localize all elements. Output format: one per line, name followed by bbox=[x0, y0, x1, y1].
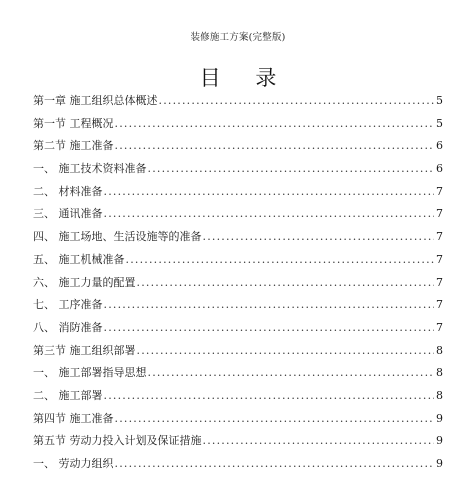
toc-dot-leader bbox=[126, 253, 435, 266]
toc-entry-label: 二、 施工部署 bbox=[33, 388, 103, 402]
toc-entry-label: 四、 施工场地、生活设施等的准备 bbox=[33, 230, 202, 244]
toc-entry-label: 第二节 施工准备 bbox=[33, 139, 114, 153]
toc-entry-label: 八、 消防准备 bbox=[33, 320, 103, 334]
toc-entry-page: 9 bbox=[436, 457, 443, 470]
toc-entry-page: 9 bbox=[436, 411, 443, 425]
toc-entry-page: 7 bbox=[436, 298, 443, 312]
toc-dot-leader bbox=[104, 389, 435, 402]
toc-dot-leader bbox=[137, 344, 435, 357]
toc-entry-page: 6 bbox=[436, 162, 443, 176]
toc-entry-label: 第四节 施工准备 bbox=[33, 411, 114, 425]
toc-entry-page: 7 bbox=[436, 184, 443, 198]
toc-entry-label: 一、 劳动力组织 bbox=[33, 457, 114, 470]
toc-entry-label: 第一章 施工组织总体概述 bbox=[33, 94, 158, 107]
toc-entry-page: 9 bbox=[436, 434, 443, 448]
toc-entry-page: 8 bbox=[436, 366, 443, 380]
toc-dot-leader bbox=[115, 412, 435, 425]
toc-title: 目 录 bbox=[199, 66, 291, 90]
toc-entry-page: 5 bbox=[436, 94, 443, 107]
toc-entry-label: 六、 施工力量的配置 bbox=[33, 275, 136, 289]
toc-entry-page: 8 bbox=[436, 343, 443, 357]
toc-dot-leader bbox=[148, 366, 435, 379]
toc-entry[interactable] bbox=[33, 137, 443, 160]
toc-entry[interactable] bbox=[33, 205, 443, 228]
toc-dot-leader bbox=[115, 117, 435, 130]
toc-entry-page: 7 bbox=[436, 275, 443, 289]
toc-entry[interactable] bbox=[33, 364, 443, 387]
toc-dot-leader bbox=[148, 162, 435, 175]
toc-dot-leader bbox=[115, 457, 435, 470]
toc-entry-page: 7 bbox=[436, 230, 443, 244]
toc-entry-label: 第三节 施工组织部署 bbox=[33, 343, 136, 357]
toc-dot-leader bbox=[104, 321, 435, 334]
toc-entry-label: 三、 通讯准备 bbox=[33, 207, 103, 221]
clipped-next-entry bbox=[33, 473, 153, 480]
toc-entry-page: 6 bbox=[436, 139, 443, 153]
toc-entry[interactable] bbox=[33, 274, 443, 297]
toc-entry-page: 8 bbox=[436, 388, 443, 402]
toc-entry-label: 五、 施工机械准备 bbox=[33, 252, 125, 266]
toc-entry-label: 七、 工序准备 bbox=[33, 298, 103, 312]
toc-dot-leader bbox=[159, 94, 435, 107]
toc-entry[interactable] bbox=[33, 115, 443, 138]
toc-entry-page: 7 bbox=[436, 320, 443, 334]
toc-entry[interactable] bbox=[33, 319, 443, 342]
toc-entry-label: 二、 材料准备 bbox=[33, 184, 103, 198]
running-header: 装修施工方案(完整版) bbox=[190, 32, 286, 43]
toc-entry[interactable] bbox=[33, 228, 443, 251]
toc-entry[interactable] bbox=[33, 160, 443, 183]
toc-entry[interactable] bbox=[33, 92, 443, 115]
toc-entry-page: 7 bbox=[436, 252, 443, 266]
toc-dot-leader bbox=[104, 207, 435, 220]
toc-dot-leader bbox=[104, 185, 435, 198]
toc-entry-label: 一、 施工部署指导思想 bbox=[33, 366, 147, 380]
toc-dot-leader bbox=[203, 434, 435, 447]
toc-entry[interactable] bbox=[33, 387, 443, 410]
toc-dot-leader bbox=[203, 230, 435, 243]
toc-entry[interactable] bbox=[33, 296, 443, 319]
toc-list bbox=[33, 92, 443, 478]
toc-entry-label: 一、 施工技术资料准备 bbox=[33, 162, 147, 176]
toc-entry-label: 第五节 劳动力投入计划及保证措施 bbox=[33, 434, 202, 448]
toc-entry[interactable] bbox=[33, 342, 443, 365]
toc-dot-leader bbox=[137, 276, 435, 289]
toc-entry[interactable] bbox=[33, 410, 443, 433]
toc-dot-leader bbox=[104, 298, 435, 311]
toc-dot-leader bbox=[115, 139, 435, 152]
toc-entry-page: 7 bbox=[436, 207, 443, 221]
toc-entry-label: 第一节 工程概况 bbox=[33, 116, 114, 130]
toc-entry[interactable] bbox=[33, 183, 443, 206]
toc-entry[interactable] bbox=[33, 251, 443, 274]
toc-entry[interactable] bbox=[33, 432, 443, 455]
toc-entry-page: 5 bbox=[436, 116, 443, 130]
